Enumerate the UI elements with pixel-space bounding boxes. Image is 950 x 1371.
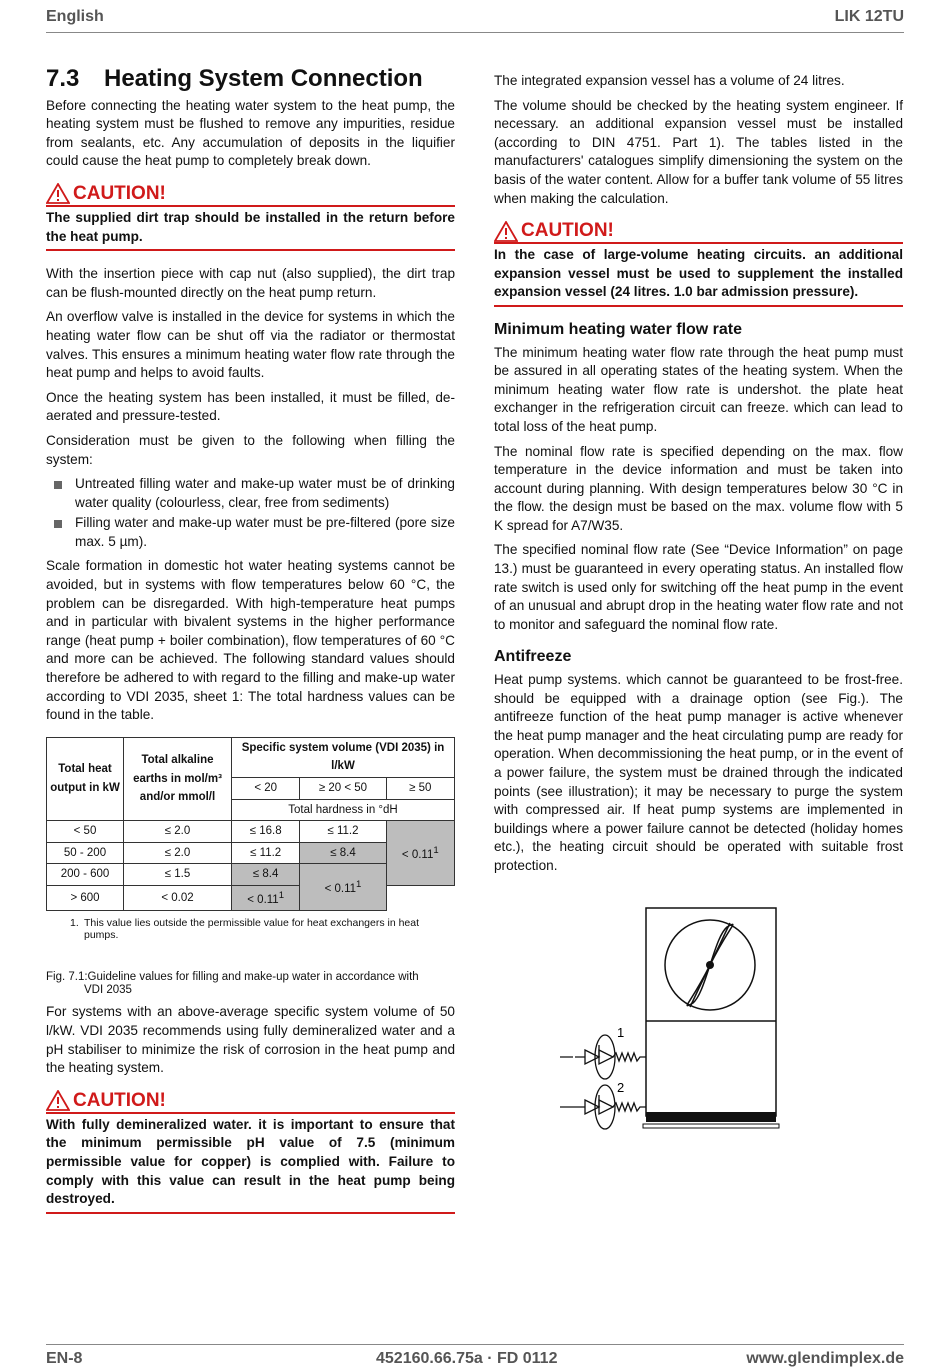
footnote-number: 1. — [70, 917, 79, 930]
hardness-table — [46, 737, 455, 912]
page-header — [46, 6, 904, 33]
paragraph: The specified nominal flow rate (See “Device Information” on page 13.) must be guaranteed in every operating status. An installed flow rate switch is used only for switching off the heat pump in the event of an unusual and abrupt drop in the heating water flow rate and not to monitor and safeguard the nominal flow rate. — [494, 542, 903, 632]
warning-triangle-icon — [46, 183, 70, 204]
caption-line: Fig. 7.1:Guideline values for filling and make-up water in accordance with — [46, 971, 419, 984]
limit-value: < 0.11 — [247, 893, 279, 906]
table-cell: ≥ 50 — [386, 778, 454, 800]
heat-pump-unit — [646, 908, 776, 1116]
drain-valve-1 — [560, 1035, 646, 1079]
caution-title: CAUTION! — [73, 182, 166, 204]
paragraph: Before connecting the heating water system to the heat pump, the heating system must be flushed to remove any impurities, residue from sealants, etc. Any accumulation of deposits in the liquifier could cause the heat pump to completely break down. — [46, 97, 455, 169]
footnote-mark: 1 — [356, 879, 362, 891]
page-number: EN-8 — [46, 1350, 83, 1367]
table-cell — [300, 864, 386, 911]
table-cell: ≤ 11.2 — [232, 842, 300, 864]
caption-line: VDI 2035 — [84, 984, 132, 997]
table-header: Total alkaline earths in mol/m³ and/or mmol/l — [124, 737, 232, 820]
paragraph: Scale formation in domestic hot water heating systems cannot be avoided, but in systems with flow temperatures below 60 °C, the problem can be disregarded. With high-temperature heat pumps and in particular with bivalent systems in the higher performance range (heat pump + boiler combination), flow temperatures of 60 °C and more can be achieved. The following standard values should therefore be adhered to with regard to the filling and make-up water according to VDI 2035, sheet 1: The total hardness values can be found in the table. — [46, 558, 455, 723]
footnote-text: This value lies outside the permissible value for heat exchangers in heat pumps. — [84, 917, 420, 942]
document-number: 452160.66.75a · FD 0112 — [376, 1350, 558, 1367]
table-cell — [386, 821, 454, 886]
list-item: Untreated filling water and make-up water must be of drinking water quality (colourless, clear, free from sediments) — [46, 475, 455, 512]
warning-triangle-icon — [46, 1090, 70, 1111]
label-drain-2: 2 — [617, 1080, 625, 1095]
table-cell: 50 - 200 — [47, 842, 124, 864]
table-footnote — [46, 911, 455, 941]
footnote-mark: 1 — [433, 844, 439, 856]
paragraph: The minimum heating water flow rate through the heat pump must be assured in all operating states of the heating system. When the minimum heating water flow rate is undershot. the plate heat exchanger in the refrigeration circuit can freeze. which can lead to total loss of the heat pump. — [494, 344, 903, 434]
subheading: Antifreeze — [494, 648, 572, 666]
bullet-list — [46, 475, 455, 551]
table-cell: < 20 — [232, 778, 300, 800]
table-cell: ≤ 2.0 — [124, 842, 232, 864]
warning-triangle-icon — [494, 221, 518, 242]
subheading: Minimum heating water flow rate — [494, 320, 743, 338]
paragraph: The integrated expansion vessel has a volume of 24 litres. — [494, 73, 845, 88]
right-column — [494, 72, 903, 882]
caution-box — [46, 1090, 455, 1214]
table-cell: ≤ 11.2 — [300, 821, 386, 843]
base-plate — [646, 1112, 776, 1122]
list-item: Filling water and make-up water must be pre-filtered (pore size max. 5 µm). — [46, 514, 455, 551]
table-header: Specific system volume (VDI 2035) in l/kW — [232, 737, 455, 777]
drain-valve-2 — [560, 1085, 646, 1129]
table-cell: > 600 — [47, 885, 124, 910]
drainage-illustration — [555, 905, 780, 1140]
paragraph: Once the heating system has been installed, it must be filled, de-aerated and pressure-tested. — [46, 389, 455, 424]
paragraph: Consideration must be given to the following when filling the system: — [46, 432, 455, 467]
footer-url: www.glendimplex.de — [746, 1350, 904, 1367]
section-number: 7.3 — [46, 65, 80, 92]
table-cell: ≤ 16.8 — [232, 821, 300, 843]
floor-line — [643, 1124, 779, 1128]
limit-value: < 0.11 — [324, 883, 357, 895]
paragraph: For systems with an above-average specific system volume of 50 l/kW. VDI 2035 recommends using fully demineralized water and a pH stabiliser to minimize the risk of corrosion in the heat pump and the heating system. — [46, 1004, 455, 1076]
table-cell: 200 - 600 — [47, 864, 124, 886]
table-cell: < 50 — [47, 821, 124, 843]
caution-text: In the case of large-volume heating circuits. an additional expansion vessel must be used to supplement the installed expansion vessel (24 litres. 1.0 bar admission pressure). — [494, 244, 903, 307]
paragraph: An overflow valve is installed in the device for systems in which the heating water flow can be shut off via the radiator or thermostat valves. This ensures a minimum heating water flow rate through the heat pump and helps to avoid faults. — [46, 309, 455, 381]
page-footer — [46, 1344, 904, 1371]
paragraph: Heat pump systems. which cannot be guaranteed to be frost-free. should be equipped with a drainage option (see Fig.). The antifreeze function of the heat pump manager is active whenever the heat pump manager and the heat circulating pump are ready for operation. When decommissioning the heat pump, or in the event of a power failure, the system must be drained through the indicated points (see illustration); it may be necessary to purge the system with compressed air. If heat pump systems are implemented in buildings where a power failure cannot be detected (holiday homes etc.), the heating circuit should be operated with suitable frost protection. — [494, 672, 903, 873]
footnote-mark: 1 — [278, 889, 285, 901]
table-cell: Total hardness in °dH — [232, 799, 455, 821]
caution-text: The supplied dirt trap should be installed in the return before the heat pump. — [46, 207, 455, 251]
caution-box — [494, 220, 903, 307]
caution-title: CAUTION! — [73, 1089, 166, 1111]
limit-value: < 0.11 — [401, 848, 434, 861]
table-cell: < 0.02 — [124, 885, 232, 910]
table-cell — [232, 885, 300, 910]
section-title: Heating System Connection — [104, 65, 423, 92]
table-cell: ≥ 20 < 50 — [300, 778, 386, 800]
label-drain-1: 1 — [617, 1025, 625, 1040]
section-heading — [46, 65, 455, 92]
table-cell: ≤ 8.4 — [300, 842, 386, 864]
table-cell: ≤ 8.4 — [232, 864, 300, 886]
caution-title: CAUTION! — [521, 220, 614, 242]
header-model: LIK 12TU — [834, 8, 904, 25]
table-header: Total heat output in kW — [47, 737, 124, 820]
paragraph: The volume should be checked by the heating system engineer. If necessary. an additional expansion vessel must be installed (according to DIN 4751. Part 1). The tables listed in the manufacturers' catalogues simplify dimensioning the system on the basis of the water content. Allow for a buffer tank volume of 55 litres when making the calculation. — [494, 97, 903, 206]
paragraph: The nominal flow rate is specified depending on the max. flow temperature in the device information and must be taken into account during planning. With design temperatures below 30 °C in the flow. the design must be based on the max. volume flow with 5 K spread for A7/W35. — [494, 443, 903, 533]
table-cell: ≤ 2.0 — [124, 821, 232, 843]
left-column — [46, 66, 455, 1228]
caution-text: With fully demineralized water. it is important to ensure that the minimum permissible pH value of 7.5 (minimum permissible value for copper) is complied with. Failure to comply with this value can result in the heat pump being destroyed. — [46, 1114, 455, 1214]
paragraph: With the insertion piece with cap nut (also supplied), the dirt trap can be flush-mounted directly on the heat pump return. — [46, 266, 455, 300]
fan-hub — [706, 961, 714, 969]
table-cell: ≤ 1.5 — [124, 864, 232, 886]
header-language: English — [46, 8, 104, 25]
figure-caption — [46, 971, 455, 997]
caution-box — [46, 183, 455, 251]
